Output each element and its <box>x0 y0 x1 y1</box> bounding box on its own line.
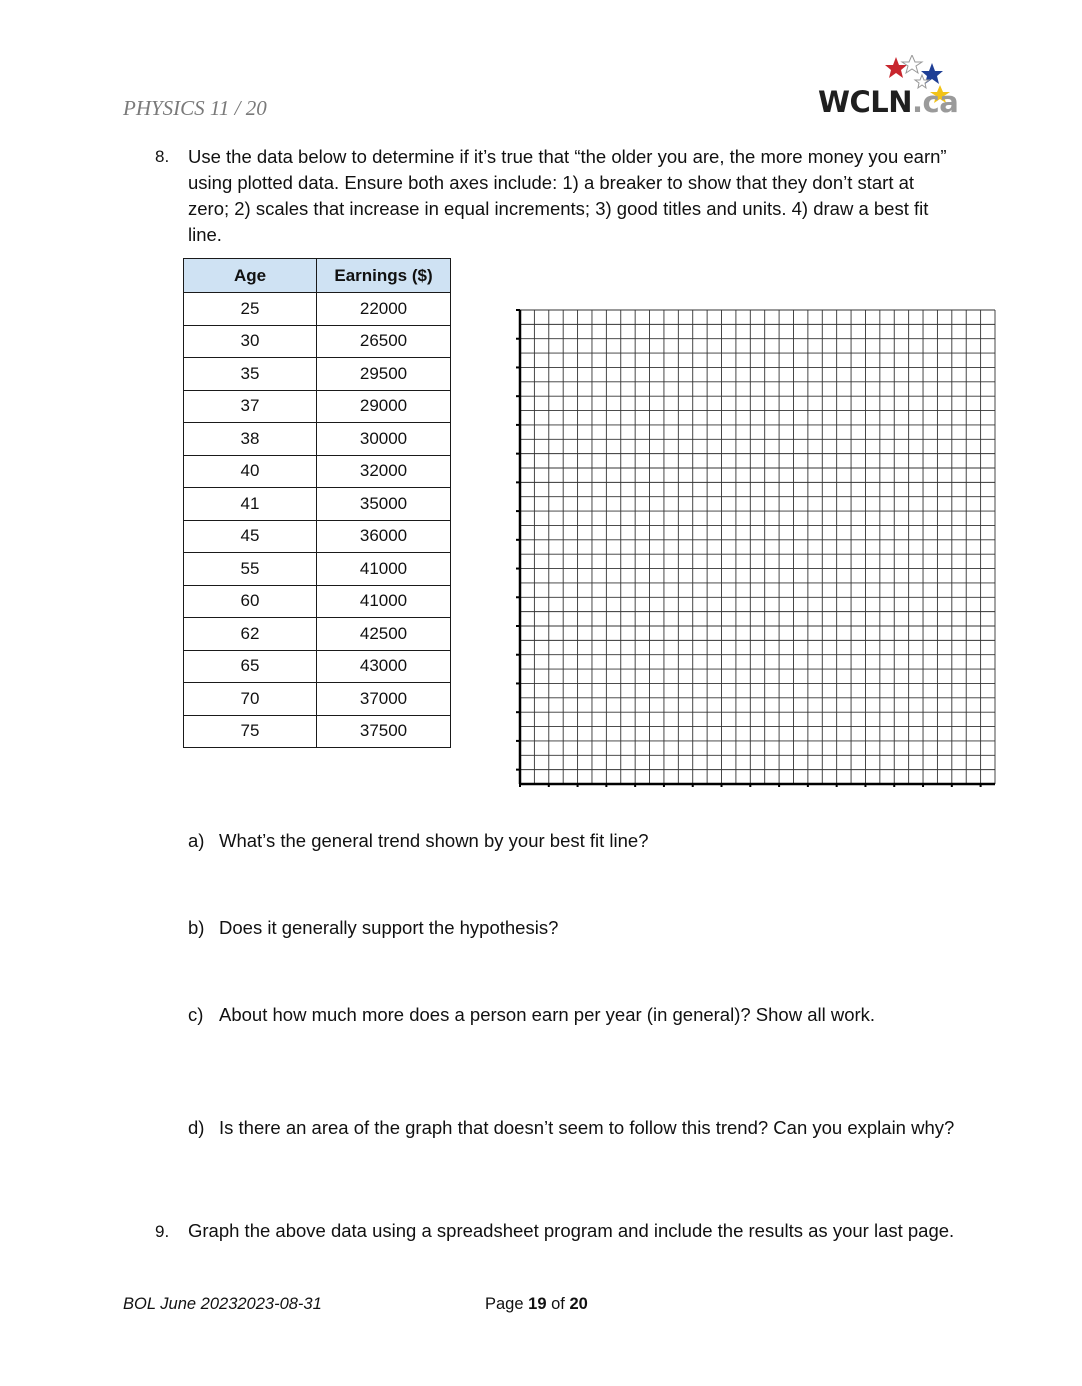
table-row <box>184 390 451 423</box>
earnings-cell: 37000 <box>317 683 451 716</box>
age-cell: 30 <box>184 325 317 358</box>
table-row <box>184 488 451 521</box>
question-9-text: Graph the above data using a spreadsheet program and include the results as your last page. <box>188 1220 955 1241</box>
earnings-cell: 43000 <box>317 650 451 683</box>
table-row <box>184 553 451 586</box>
earnings-cell: 42500 <box>317 618 451 651</box>
age-cell: 70 <box>184 683 317 716</box>
table-row <box>184 618 451 651</box>
age-cell: 40 <box>184 455 317 488</box>
age-cell: 41 <box>184 488 317 521</box>
age-cell: 35 <box>184 358 317 391</box>
table-row <box>184 683 451 716</box>
logo-text: WCLN.ca <box>818 85 959 119</box>
earnings-cell: 29500 <box>317 358 451 391</box>
question-8-text: Use the data below to determine if it’s true that “the older you are, the more money you earn” using plotted data. Ensure both axes include: 1) a breaker to show that they don’t start at zero; 2) scales that increase in equal increments; 3) good titles and units. 4) draw a best fit line. <box>188 146 947 245</box>
earnings-cell: 41000 <box>317 553 451 586</box>
question-8-number: 8. <box>155 147 170 166</box>
earnings-cell: 32000 <box>317 455 451 488</box>
earnings-cell: 41000 <box>317 585 451 618</box>
age-cell: 38 <box>184 423 317 456</box>
earnings-cell: 37500 <box>317 715 451 748</box>
table-row <box>184 715 451 748</box>
course-header: PHYSICS 11 / 20 <box>123 96 267 120</box>
age-cell: 55 <box>184 553 317 586</box>
age-cell: 45 <box>184 520 317 553</box>
age-cell: 62 <box>184 618 317 651</box>
age-cell: 25 <box>184 293 317 326</box>
age-cell: 65 <box>184 650 317 683</box>
question-9-number: 9. <box>155 1222 170 1241</box>
graph-paper[interactable] <box>516 309 996 787</box>
earnings-cell: 30000 <box>317 423 451 456</box>
table-row <box>184 520 451 553</box>
age-cell: 37 <box>184 390 317 423</box>
age-earnings-table <box>183 258 451 748</box>
table-row <box>184 650 451 683</box>
table-header-age: Age <box>184 259 317 293</box>
table-row <box>184 325 451 358</box>
table-row <box>184 293 451 326</box>
table-header-earnings: Earnings ($) <box>317 259 451 293</box>
table-row <box>184 358 451 391</box>
table-row <box>184 585 451 618</box>
age-cell: 75 <box>184 715 317 748</box>
earnings-cell: 35000 <box>317 488 451 521</box>
age-cell: 60 <box>184 585 317 618</box>
footer-date: BOL June 20232023-08-31 <box>123 1295 322 1313</box>
earnings-cell: 22000 <box>317 293 451 326</box>
table-row <box>184 423 451 456</box>
wcln-logo <box>818 55 968 125</box>
footer-page-number: Page 19 of 20 <box>485 1295 588 1313</box>
earnings-cell: 29000 <box>317 390 451 423</box>
earnings-cell: 26500 <box>317 325 451 358</box>
table-row <box>184 455 451 488</box>
earnings-cell: 36000 <box>317 520 451 553</box>
